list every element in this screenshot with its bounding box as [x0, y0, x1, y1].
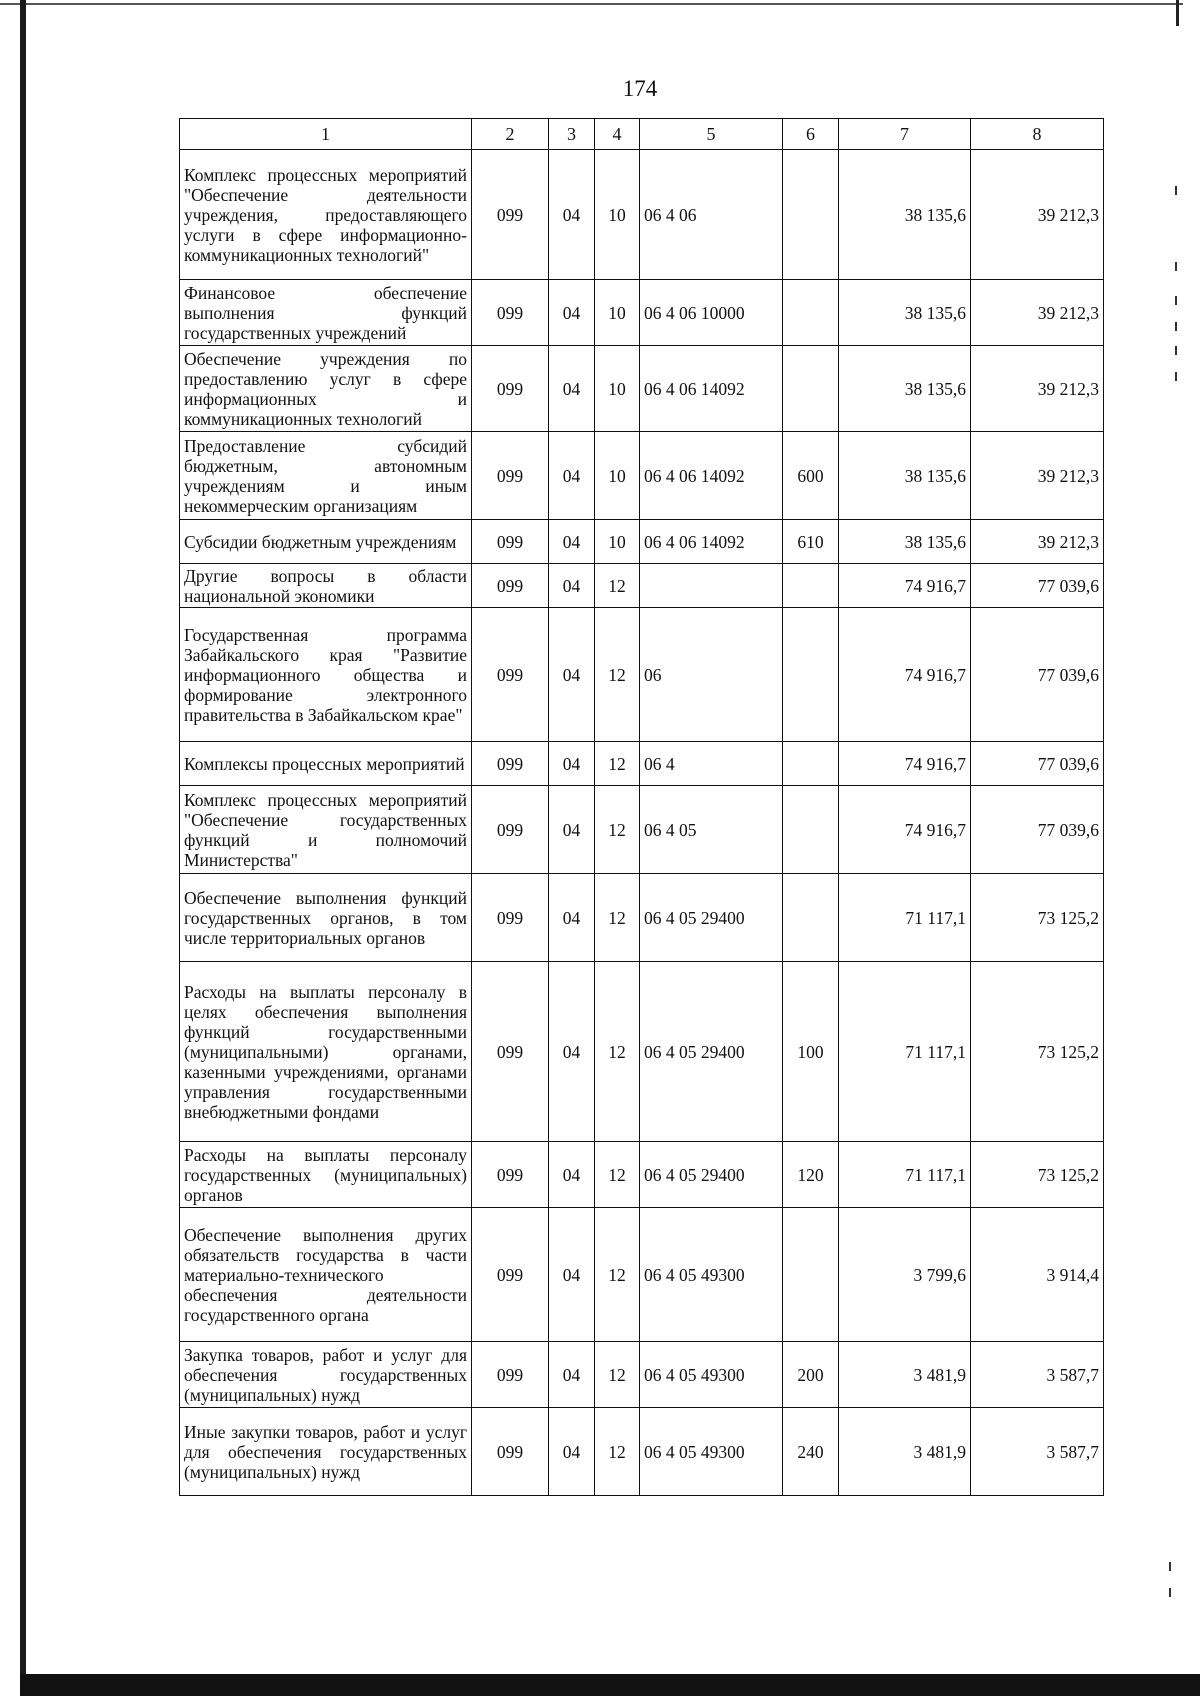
margin-mark [1175, 296, 1177, 305]
amount-year1-cell: 38 135,6 [839, 150, 971, 280]
margin-mark [1175, 372, 1177, 381]
row-name-cell: Расходы на выплаты персоналу государственных (муниципальных) органов [180, 1142, 472, 1208]
expense-type-cell [783, 874, 839, 962]
row-name-cell: Субсидии бюджетным учреждениям [180, 520, 472, 564]
row-name-cell: Расходы на выплаты персоналу в целях обеспечения выполнения функций государственными (муниципальными) органами, казенными учреждениями, органами управления государственными внебюджетными фондами [180, 962, 472, 1142]
column-header: 1 [180, 119, 472, 150]
expense-type-cell [783, 280, 839, 346]
ministry-code-cell: 099 [472, 1208, 549, 1342]
subsection-code-cell: 12 [595, 742, 640, 786]
column-header: 3 [549, 119, 595, 150]
table-row [180, 608, 1104, 742]
subsection-code-cell: 10 [595, 346, 640, 432]
margin-mark [1175, 322, 1177, 331]
target-article-cell: 06 4 05 49300 [640, 1342, 783, 1408]
row-name-cell: Комплексы процессных мероприятий [180, 742, 472, 786]
row-name-cell: Другие вопросы в области национальной экономики [180, 564, 472, 608]
subsection-code-cell: 10 [595, 280, 640, 346]
ministry-code-cell: 099 [472, 346, 549, 432]
target-article-cell [640, 564, 783, 608]
scan-corner-mark [1176, 0, 1179, 26]
margin-mark [1175, 262, 1177, 271]
margin-mark [1169, 1588, 1171, 1597]
ministry-code-cell: 099 [472, 520, 549, 564]
table-row [180, 280, 1104, 346]
row-name-cell: Предоставление субсидий бюджетным, автономным учреждениям и иным некоммерческим организациям [180, 432, 472, 520]
ministry-code-cell: 099 [472, 962, 549, 1142]
amount-year1-cell: 71 117,1 [839, 1142, 971, 1208]
row-name-cell: Закупка товаров, работ и услуг для обеспечения государственных (муниципальных) нужд [180, 1342, 472, 1408]
amount-year1-cell: 71 117,1 [839, 874, 971, 962]
amount-year1-cell: 74 916,7 [839, 564, 971, 608]
subsection-code-cell: 12 [595, 786, 640, 874]
ministry-code-cell: 099 [472, 1142, 549, 1208]
expense-type-cell: 610 [783, 520, 839, 564]
table-row [180, 150, 1104, 280]
ministry-code-cell: 099 [472, 742, 549, 786]
amount-year2-cell: 39 212,3 [971, 346, 1104, 432]
amount-year1-cell: 74 916,7 [839, 786, 971, 874]
expense-type-cell [783, 786, 839, 874]
expense-type-cell: 600 [783, 432, 839, 520]
amount-year2-cell: 73 125,2 [971, 874, 1104, 962]
ministry-code-cell: 099 [472, 608, 549, 742]
budget-table [179, 118, 1104, 1496]
target-article-cell: 06 4 [640, 742, 783, 786]
expense-type-cell: 120 [783, 1142, 839, 1208]
row-name-cell: Обеспечение выполнения других обязательств государства в части материально-технического обеспечения деятельности государственного органа [180, 1208, 472, 1342]
subsection-code-cell: 12 [595, 874, 640, 962]
section-code-cell: 04 [549, 742, 595, 786]
column-header: 2 [472, 119, 549, 150]
subsection-code-cell: 12 [595, 564, 640, 608]
section-code-cell: 04 [549, 786, 595, 874]
amount-year1-cell: 3 481,9 [839, 1408, 971, 1496]
amount-year2-cell: 77 039,6 [971, 742, 1104, 786]
target-article-cell: 06 4 06 10000 [640, 280, 783, 346]
amount-year1-cell: 74 916,7 [839, 608, 971, 742]
amount-year1-cell: 74 916,7 [839, 742, 971, 786]
margin-mark [1169, 1562, 1171, 1571]
section-code-cell: 04 [549, 564, 595, 608]
table-row [180, 1342, 1104, 1408]
expense-type-cell [783, 346, 839, 432]
column-header: 4 [595, 119, 640, 150]
expense-type-cell [783, 742, 839, 786]
target-article-cell: 06 4 06 14092 [640, 346, 783, 432]
amount-year1-cell: 38 135,6 [839, 520, 971, 564]
scan-bottom-band [20, 1674, 1200, 1696]
section-code-cell: 04 [549, 1342, 595, 1408]
subsection-code-cell: 12 [595, 1142, 640, 1208]
column-header: 5 [640, 119, 783, 150]
amount-year1-cell: 38 135,6 [839, 346, 971, 432]
ministry-code-cell: 099 [472, 150, 549, 280]
subsection-code-cell: 10 [595, 520, 640, 564]
ministry-code-cell: 099 [472, 432, 549, 520]
amount-year2-cell: 3 587,7 [971, 1408, 1104, 1496]
target-article-cell: 06 4 05 [640, 786, 783, 874]
table-row [180, 1142, 1104, 1208]
expense-type-cell [783, 564, 839, 608]
target-article-cell: 06 4 06 14092 [640, 520, 783, 564]
row-name-cell: Комплекс процессных мероприятий "Обеспечение деятельности учреждения, предоставляющего услуги в сфере информационно-коммуникационных технологий" [180, 150, 472, 280]
row-name-cell: Иные закупки товаров, работ и услуг для обеспечения государственных (муниципальных) нужд [180, 1408, 472, 1496]
subsection-code-cell: 10 [595, 432, 640, 520]
target-article-cell: 06 4 05 29400 [640, 962, 783, 1142]
row-name-cell: Комплекс процессных мероприятий "Обеспечение государственных функций и полномочий Министерства" [180, 786, 472, 874]
amount-year1-cell: 71 117,1 [839, 962, 971, 1142]
table-row [180, 1208, 1104, 1342]
section-code-cell: 04 [549, 280, 595, 346]
ministry-code-cell: 099 [472, 786, 549, 874]
scan-top-border [0, 3, 1183, 5]
row-name-cell: Обеспечение выполнения функций государственных органов, в том числе территориальных органов [180, 874, 472, 962]
target-article-cell: 06 4 05 29400 [640, 874, 783, 962]
amount-year2-cell: 73 125,2 [971, 1142, 1104, 1208]
ministry-code-cell: 099 [472, 1408, 549, 1496]
subsection-code-cell: 12 [595, 1408, 640, 1496]
expense-type-cell: 100 [783, 962, 839, 1142]
margin-mark [1175, 346, 1177, 355]
amount-year1-cell: 3 799,6 [839, 1208, 971, 1342]
row-name-cell: Финансовое обеспечение выполнения функций государственных учреждений [180, 280, 472, 346]
ministry-code-cell: 099 [472, 874, 549, 962]
page-number: 174 [622, 76, 658, 101]
amount-year2-cell: 77 039,6 [971, 786, 1104, 874]
ministry-code-cell: 099 [472, 280, 549, 346]
table-body [180, 150, 1104, 1496]
margin-mark [1175, 186, 1177, 195]
section-code-cell: 04 [549, 1142, 595, 1208]
ministry-code-cell: 099 [472, 564, 549, 608]
expense-type-cell: 200 [783, 1342, 839, 1408]
table-row [180, 564, 1104, 608]
amount-year2-cell: 3 914,4 [971, 1208, 1104, 1342]
column-header: 7 [839, 119, 971, 150]
section-code-cell: 04 [549, 1408, 595, 1496]
subsection-code-cell: 12 [595, 608, 640, 742]
column-header: 6 [783, 119, 839, 150]
section-code-cell: 04 [549, 608, 595, 742]
subsection-code-cell: 12 [595, 1208, 640, 1342]
target-article-cell: 06 4 05 49300 [640, 1408, 783, 1496]
ministry-code-cell: 099 [472, 1342, 549, 1408]
target-article-cell: 06 [640, 608, 783, 742]
column-header: 8 [971, 119, 1104, 150]
subsection-code-cell: 10 [595, 150, 640, 280]
target-article-cell: 06 4 05 29400 [640, 1142, 783, 1208]
amount-year2-cell: 73 125,2 [971, 962, 1104, 1142]
table-row [180, 346, 1104, 432]
amount-year2-cell: 39 212,3 [971, 432, 1104, 520]
subsection-code-cell: 12 [595, 1342, 640, 1408]
table-row [180, 520, 1104, 564]
table-row [180, 742, 1104, 786]
section-code-cell: 04 [549, 346, 595, 432]
row-name-cell: Государственная программа Забайкальского края "Развитие информационного общества и формирование электронного правительства в Забайкальском крае" [180, 608, 472, 742]
amount-year2-cell: 77 039,6 [971, 564, 1104, 608]
expense-type-cell: 240 [783, 1408, 839, 1496]
section-code-cell: 04 [549, 150, 595, 280]
target-article-cell: 06 4 06 14092 [640, 432, 783, 520]
table-row [180, 962, 1104, 1142]
table-row [180, 1408, 1104, 1496]
amount-year2-cell: 77 039,6 [971, 608, 1104, 742]
expense-type-cell [783, 608, 839, 742]
table-header [180, 119, 1104, 150]
section-code-cell: 04 [549, 1208, 595, 1342]
table-row [180, 432, 1104, 520]
column-number-row [180, 119, 1104, 150]
expense-type-cell [783, 1208, 839, 1342]
amount-year1-cell: 3 481,9 [839, 1342, 971, 1408]
amount-year2-cell: 3 587,7 [971, 1342, 1104, 1408]
amount-year2-cell: 39 212,3 [971, 520, 1104, 564]
section-code-cell: 04 [549, 520, 595, 564]
subsection-code-cell: 12 [595, 962, 640, 1142]
target-article-cell: 06 4 06 [640, 150, 783, 280]
table-row [180, 786, 1104, 874]
expense-type-cell [783, 150, 839, 280]
section-code-cell: 04 [549, 432, 595, 520]
section-code-cell: 04 [549, 874, 595, 962]
section-code-cell: 04 [549, 962, 595, 1142]
amount-year1-cell: 38 135,6 [839, 432, 971, 520]
amount-year1-cell: 38 135,6 [839, 280, 971, 346]
target-article-cell: 06 4 05 49300 [640, 1208, 783, 1342]
row-name-cell: Обеспечение учреждения по предоставлению услуг в сфере информационных и коммуникационных технологий [180, 346, 472, 432]
amount-year2-cell: 39 212,3 [971, 280, 1104, 346]
scan-left-edge [20, 0, 26, 1696]
amount-year2-cell: 39 212,3 [971, 150, 1104, 280]
table-row [180, 874, 1104, 962]
